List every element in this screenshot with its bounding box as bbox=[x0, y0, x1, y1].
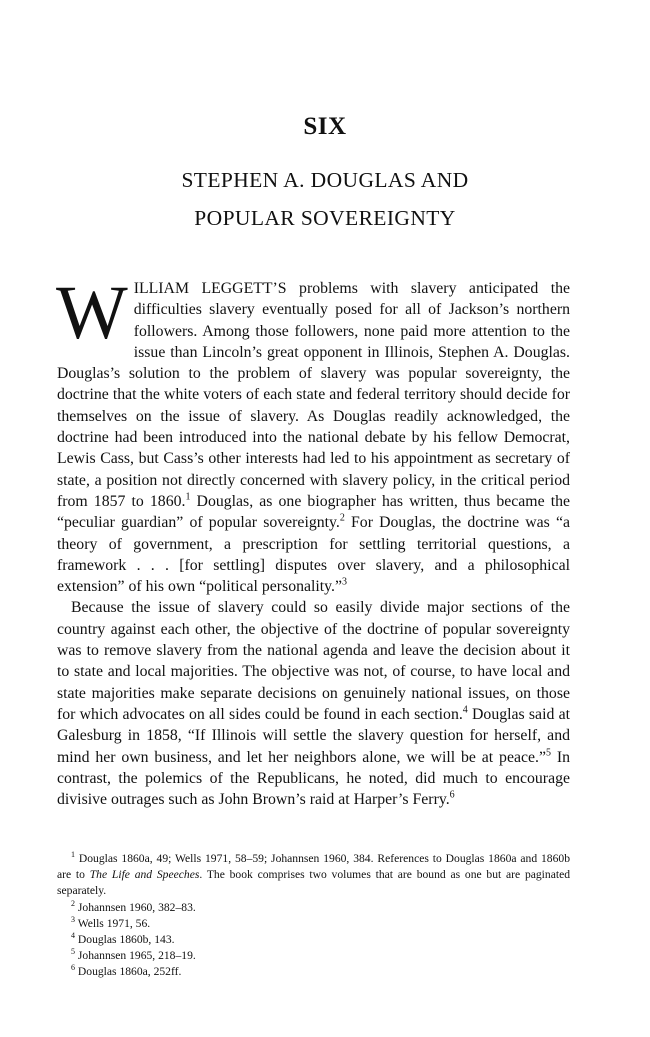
footnote-number: 6 bbox=[71, 963, 75, 973]
footnote-2 bbox=[57, 900, 570, 916]
footnote-3 bbox=[57, 916, 570, 932]
footnote-text: Johannsen 1960, 382–83. bbox=[75, 900, 196, 914]
footnote-number: 4 bbox=[71, 931, 75, 941]
footnote-number: 3 bbox=[71, 914, 75, 924]
footnote-number: 5 bbox=[71, 947, 75, 957]
footnote-ref-5: 5 bbox=[545, 747, 551, 759]
drop-cap: W bbox=[56, 271, 128, 355]
footnote-ref-3: 3 bbox=[342, 576, 347, 588]
footnotes bbox=[57, 851, 570, 981]
paragraph-1 bbox=[56, 271, 570, 597]
paragraph-2-text-c: In contrast, the polemics of the Republicans, he noted, did much to encourage divisive outrages such as John Brown’s raid at Harper’s Ferry. bbox=[57, 748, 570, 809]
footnote-text: . The book comprises two volumes that are bound as one but are paginated separately. bbox=[57, 868, 571, 898]
chapter-number: SIX bbox=[303, 113, 347, 140]
footnote-ref-4: 4 bbox=[462, 704, 468, 716]
footnote-ref-6: 6 bbox=[449, 789, 455, 801]
footnote-ref-1: 1 bbox=[185, 491, 191, 503]
chapter-title-line-2: POPULAR SOVEREIGNTY bbox=[194, 206, 456, 230]
paragraph-2-text-a: Because the issue of slavery could so easily divide major sections of the country against each other, the objective of the doctrine of popular sovereignty was to remove slavery from the national agenda and leave the decision about it to state and local majorities. The objective was not, of course, to have local and state majorities make separate decisions on genuinely national issues, on those for which advocates on all sides could be found in each section. bbox=[57, 599, 570, 723]
footnote-6 bbox=[57, 964, 570, 980]
footnote-number: 2 bbox=[71, 898, 75, 908]
chapter-title-line-1: STEPHEN A. DOUGLAS AND bbox=[181, 168, 469, 192]
footnote-text: Douglas 1860a, 49; Wells 1971, 58–59; Johannsen 1960, 384. References to Douglas 1860a and 1860b are to bbox=[57, 852, 570, 882]
footnote-text: Wells 1971, 56. bbox=[75, 916, 151, 930]
footnote-1 bbox=[57, 851, 570, 900]
footnote-5 bbox=[57, 948, 570, 964]
paragraph-1-text-a: ILLIAM LEGGETT’S problems with slavery anticipated the difficulties slavery eventually posed for all of Jackson’s northern followers. Among those followers, none paid more attention to the issue than Lincoln’s great opponent in Illinois, Stephen A. Douglas. Douglas’s solution to the problem of slavery was popular sovereignty, the doctrine that the white voters of each state and federal territory should decide for themselves on the issue of slavery. As Douglas readily acknowledged, the doctrine had been introduced into the national debate by his fellow Democrat, Lewis Cass, but Cass’s other interests had led to his appointment as secretary of state, a position not directly concerned with slavery policy, in the critical period from 1857 to 1860. bbox=[57, 280, 570, 510]
footnote-4 bbox=[57, 932, 570, 948]
footnote-ref-2: 2 bbox=[339, 513, 345, 524]
paragraph-2-text-b: Douglas said at Galesburg in 1858, “If Illinois will settle the slavery question for herself, and mind her own business, and let her neighbors alone, we will be at peace.” bbox=[57, 705, 570, 766]
footnote-text: Douglas 1860b, 143. bbox=[75, 933, 175, 947]
paragraph-1-text-b: Douglas, as one biographer has written, thus became the “peculiar guardian” of popular sovereignty. bbox=[57, 492, 570, 532]
footnote-text: Douglas 1860a, 252ff. bbox=[75, 965, 182, 979]
body-text bbox=[56, 271, 570, 810]
paragraph-1-text-c: For Douglas, the doctrine was “a theory of government, a prescription for settling territorial questions, a framework . . . [for settling] disputes over slavery, and a philosophical extension” of his own “political personality.” bbox=[57, 514, 570, 596]
footnote-text: Johannsen 1965, 218–19. bbox=[75, 949, 196, 963]
footnote-book-title: The Life and Speeches bbox=[89, 868, 200, 882]
paragraph-2 bbox=[57, 597, 570, 810]
footnote-number: 1 bbox=[71, 850, 75, 860]
